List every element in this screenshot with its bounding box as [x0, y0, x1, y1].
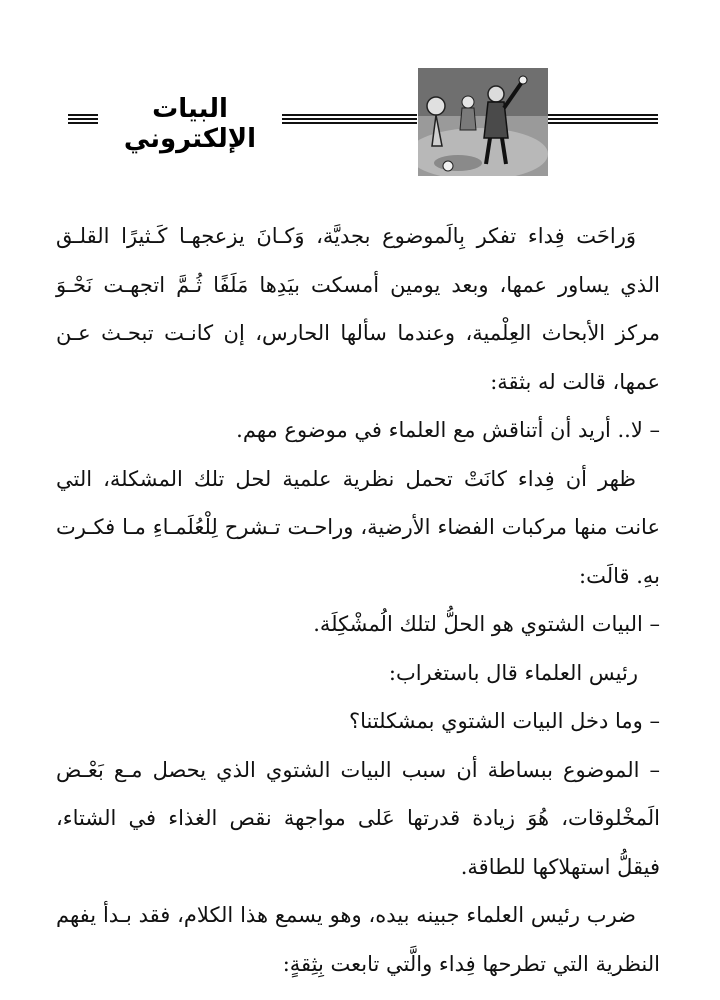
- paragraph: وَراحَت فِداء تفكر بِالَموضوع بجديَّة، وَكـانَ يزعجهـا كَـثيرًا القلـق الذي يساور عمها، وبعد يومين أمسكت بيَدِها مَلَفًا ثُـمَّ اتجهـت نَحْـوَ مركز الأبحاث العِلْمية، وعندما سألها الحارس، إن كانـت تبحـث عـن عمها، قالت له بثقة:: [56, 224, 660, 394]
- dialog-line: – البيات الشتوي هو الحلُّ لتلك الُمشْكِلَة.: [313, 612, 660, 636]
- paragraph: رئيس العلماء قال باستغراب:: [388, 660, 638, 685]
- chapter-header: [0, 68, 720, 178]
- header-illustration: [418, 68, 548, 176]
- story-text: [56, 212, 660, 988]
- header-rule-middle: [282, 114, 417, 124]
- chapter-title: البيات الإلكتروني: [123, 94, 257, 154]
- dialog-line: – وما دخل البيات الشتوي بمشكلتنا؟: [348, 709, 660, 733]
- dialog-line: – الموضوع ببساطة أن سبب البيات الشتوي الذي يحصل مـع بَعْـض الَمخْلوقات، هُوَ زيادة قدرتها عَلى مواجهة نقص الغذاء في الشتاء، فيقلُّ استهلاكها للطاقة.: [56, 757, 660, 879]
- paragraph: ضرب رئيس العلماء جبينه بيده، وهو يسمع هذا الكلام، فقد بـدأ يفهم النظرية التي تطرحها فِداء والَّتي تابعت بِثِقةٍ:: [56, 903, 660, 976]
- dialog-line: – لا.. أريد أن أتناقش مع العلماء في موضوع مهم.: [236, 418, 660, 442]
- paragraph: ظهر أن فِداء كانَتْ تحمل نظرية علمية لحل تلك المشكلة، التي عانت منها مركبات الفضاء الأرضية، وراحـت تـشرح لِلْعُلَمـاءِ مـا فكـرت بهِ. قالَت:: [56, 466, 660, 588]
- header-rule-left: [68, 114, 98, 124]
